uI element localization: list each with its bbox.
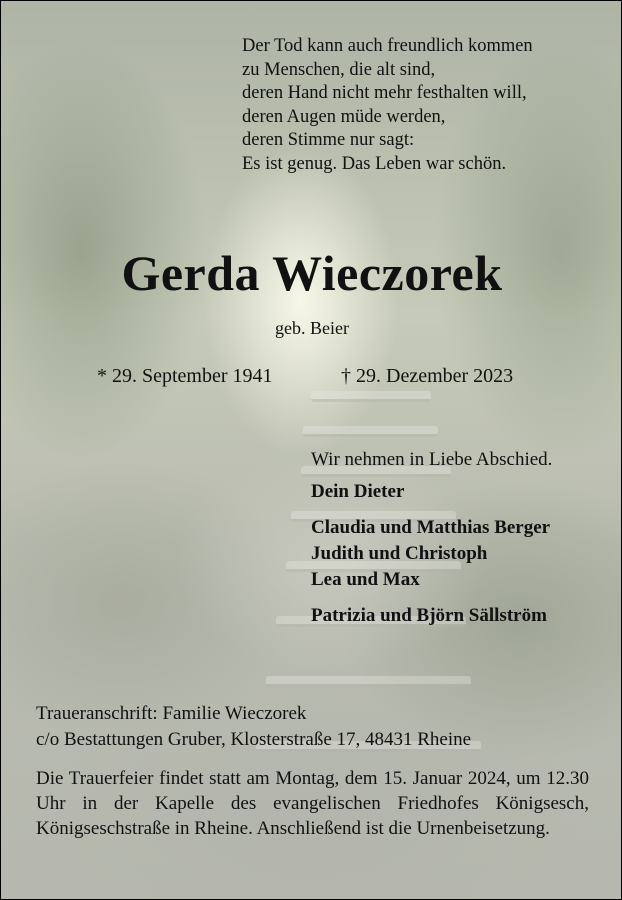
mourner-family: Patrizia und Björn Sällström — [311, 605, 547, 626]
poem-line: Der Tod kann auch freundlich kommen — [242, 36, 533, 56]
poem-line: deren Stimme nur sagt: — [242, 130, 415, 150]
birth-date: * 29. September 1941 — [97, 365, 273, 387]
poem-line: deren Augen müde werden, — [242, 106, 446, 127]
birth-name: geb. Beier — [275, 318, 349, 338]
poem-line: deren Hand nicht mehr festhalten will, — [242, 83, 527, 103]
poem-line: zu Menschen, die alt sind, — [242, 59, 436, 80]
address-line: c/o Bestattungen Gruber, Klosterstraße 17, 48431 Rheine — [36, 729, 472, 750]
farewell-line: Wir nehmen in Liebe Abschied. — [311, 449, 553, 470]
mourner-family: Judith und Christoph — [311, 543, 488, 564]
deceased-name: Gerda Wieczorek — [121, 245, 503, 301]
ceremony-notice: Die Trauerfeier findet statt am Montag, dem 15. Januar 2024, um 12.30 Uhr in der Kapelle des evangelischen Friedhofes Königsesch, Königseschstraße in Rheine. Anschließend ist die Urnenbeisetzung. — [36, 768, 589, 839]
address-line: Traueranschrift: Familie Wieczorek — [36, 703, 307, 724]
mourners-list — [311, 449, 552, 629]
death-date: † 29. Dezember 2023 — [341, 365, 514, 387]
poem-line: Es ist genug. Das Leben war schön. — [242, 153, 507, 174]
mourner-family: Lea und Max — [311, 569, 420, 590]
mourning-address — [36, 701, 471, 753]
mourner-family: Claudia und Matthias Berger — [311, 517, 551, 538]
mourner-spouse: Dein Dieter — [311, 481, 405, 502]
poem — [242, 35, 533, 176]
